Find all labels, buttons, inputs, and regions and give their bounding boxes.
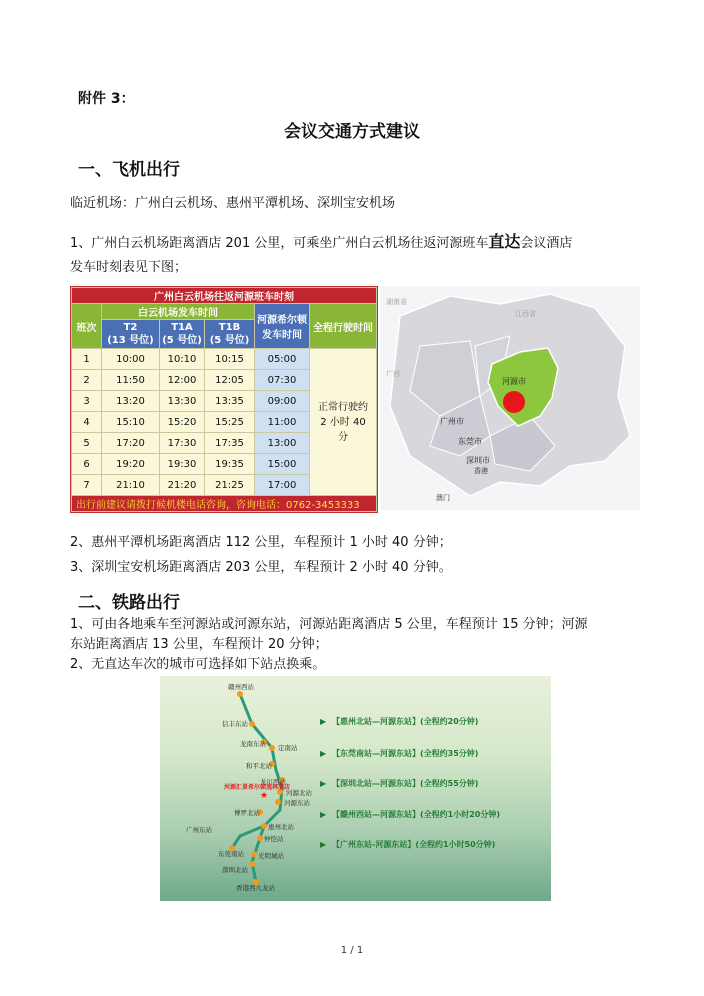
total-duration: 正常行驶约 2 小时 40 分 bbox=[310, 349, 377, 496]
station-guangming-city: 光明城站 bbox=[258, 852, 284, 860]
rail-paragraph-2: 2、无直达车次的城市可选择如下站点换乘。 bbox=[70, 657, 326, 672]
document-title: 会议交通方式建议 bbox=[284, 122, 420, 142]
transfer-routes bbox=[320, 716, 500, 849]
route-arrow-icon: ▶ bbox=[320, 779, 327, 788]
station-dongguan-south: 东莞南站 bbox=[218, 850, 244, 858]
route-arrow-icon: ▶ bbox=[320, 840, 327, 849]
station-shenzhen-north: 深圳北站 bbox=[222, 866, 248, 874]
schedule-caption: 广州白云机场往返河源班车时刻 bbox=[72, 288, 377, 304]
section-heading-air: 一、飞机出行 bbox=[78, 160, 180, 180]
col-header-t2: T2 (13 号位) bbox=[102, 320, 160, 349]
schedule-footer: 出行前建议请拨打候机楼电话咨询，咨询电话：0762-3453333 bbox=[72, 496, 377, 512]
label-hongkong: 香港 bbox=[474, 467, 488, 475]
route-arrow-icon: ▶ bbox=[320, 749, 327, 758]
table-row: 4 15:10 15:20 15:25 11:00 bbox=[72, 412, 377, 433]
label-dongguan: 东莞市 bbox=[458, 437, 482, 446]
station-xinfeng-east: 信丰东站 bbox=[222, 720, 248, 728]
station-dingnan: 定南站 bbox=[278, 744, 298, 752]
station-longchuan-west: 龙川西站 bbox=[260, 778, 286, 786]
region-map bbox=[380, 286, 640, 510]
air-paragraph-1: 1、广州白云机场距离酒店 201 公里，可乘坐广州白云机场往返河源班车直达会议酒店 bbox=[70, 232, 573, 251]
station-guangzhou-east: 广州东站 bbox=[186, 826, 212, 834]
table-row: 1 10:00 10:10 10:15 05:00 正常行驶约 2 小时 40 分 bbox=[72, 349, 377, 370]
section-heading-rail: 二、铁路出行 bbox=[78, 593, 180, 613]
air-paragraph-2: 2、惠州平潭机场距离酒店 112 公里，车程预计 1 小时 40 分钟； bbox=[70, 535, 452, 550]
station-hk-west-kowloon: 香港西九龙站 bbox=[236, 884, 275, 892]
hotel-label: 河源汇景希尔顿逸林酒店 bbox=[224, 784, 291, 791]
station-heyuan-north: 河源北站 bbox=[286, 789, 312, 797]
railway-transfer-map bbox=[160, 676, 551, 901]
annex-label: 附件 3： bbox=[78, 91, 135, 107]
col-header-no: 班次 bbox=[72, 304, 102, 349]
hotel-location-dot bbox=[503, 391, 525, 413]
col-header-group: 白云机场发车时间 bbox=[102, 304, 255, 320]
rail-paragraph-1-line2: 东站距离酒店 13 公里，车程预计 20 分钟； bbox=[70, 637, 328, 652]
route-5: 【广州东站-河源东站】(全程约1小时50分钟) bbox=[332, 840, 496, 849]
air-paragraph-1-line2: 发车时刻表见下图； bbox=[70, 260, 188, 275]
table-row: 3 13:20 13:30 13:35 09:00 bbox=[72, 391, 377, 412]
station-huizhou-north: 惠州北站 bbox=[268, 823, 294, 831]
label-heyuan: 河源市 bbox=[502, 377, 526, 386]
table-row: 2 11:50 12:00 12:05 07:30 bbox=[72, 370, 377, 391]
nearby-airports: 临近机场：广州白云机场、惠州平潭机场、深圳宝安机场 bbox=[70, 196, 396, 211]
route-2: 【东莞南站—河源东站】(全程约35分钟) bbox=[332, 749, 479, 758]
station-boluo-north: 博罗北站 bbox=[234, 809, 260, 817]
station-zhongkai: 仲恺站 bbox=[264, 835, 284, 843]
col-header-heyuan: 河源希尔顿发车时间 bbox=[255, 304, 310, 349]
station-heping-north: 和平北站 bbox=[246, 762, 272, 770]
label-guangxi: 广西 bbox=[386, 370, 400, 378]
route-arrow-icon: ▶ bbox=[320, 810, 327, 819]
label-macau: 澳门 bbox=[436, 494, 450, 502]
station-heyuan-east: 河源东站 bbox=[284, 799, 310, 807]
label-shenzhen: 深圳市 bbox=[466, 456, 490, 465]
direct-emphasis: 直达 bbox=[488, 232, 521, 251]
hotel-star-icon: ★ bbox=[260, 791, 269, 801]
col-header-t1b: T1B (5 号位) bbox=[205, 320, 255, 349]
col-header-total: 全程行驶时间 bbox=[310, 304, 377, 349]
table-row: 7 21:10 21:20 21:25 17:00 bbox=[72, 475, 377, 496]
table-row: 6 19:20 19:30 19:35 15:00 bbox=[72, 454, 377, 475]
label-hunan: 湖南省 bbox=[386, 298, 407, 306]
col-header-t1a: T1A (5 号位) bbox=[160, 320, 205, 349]
route-4: 【赣州西站—河源东站】(全程约1小时20分钟) bbox=[332, 810, 501, 819]
station-ganzhou-west: 赣州西站 bbox=[228, 683, 254, 691]
bus-schedule-table bbox=[70, 286, 378, 513]
label-jiangxi: 江西省 bbox=[515, 310, 536, 318]
rail-paragraph-1: 1、可由各地乘车至河源站或河源东站，河源站距离酒店 5 公里，车程预计 15 分钟；河源 bbox=[70, 617, 588, 632]
route-3: 【深圳北站—河源东站】(全程约55分钟) bbox=[332, 779, 479, 788]
label-guangzhou: 广州市 bbox=[440, 417, 464, 426]
route-arrow-icon: ▶ bbox=[320, 717, 327, 726]
route-1: 【惠州北站—河源东站】(全程约20分钟) bbox=[332, 717, 479, 726]
station-longnan-east: 龙南东站 bbox=[240, 740, 266, 748]
table-row: 5 17:20 17:30 17:35 13:00 bbox=[72, 433, 377, 454]
air-paragraph-3: 3、深圳宝安机场距离酒店 203 公里，车程预计 2 小时 40 分钟。 bbox=[70, 560, 452, 575]
page-number: 1 / 1 bbox=[340, 945, 364, 956]
